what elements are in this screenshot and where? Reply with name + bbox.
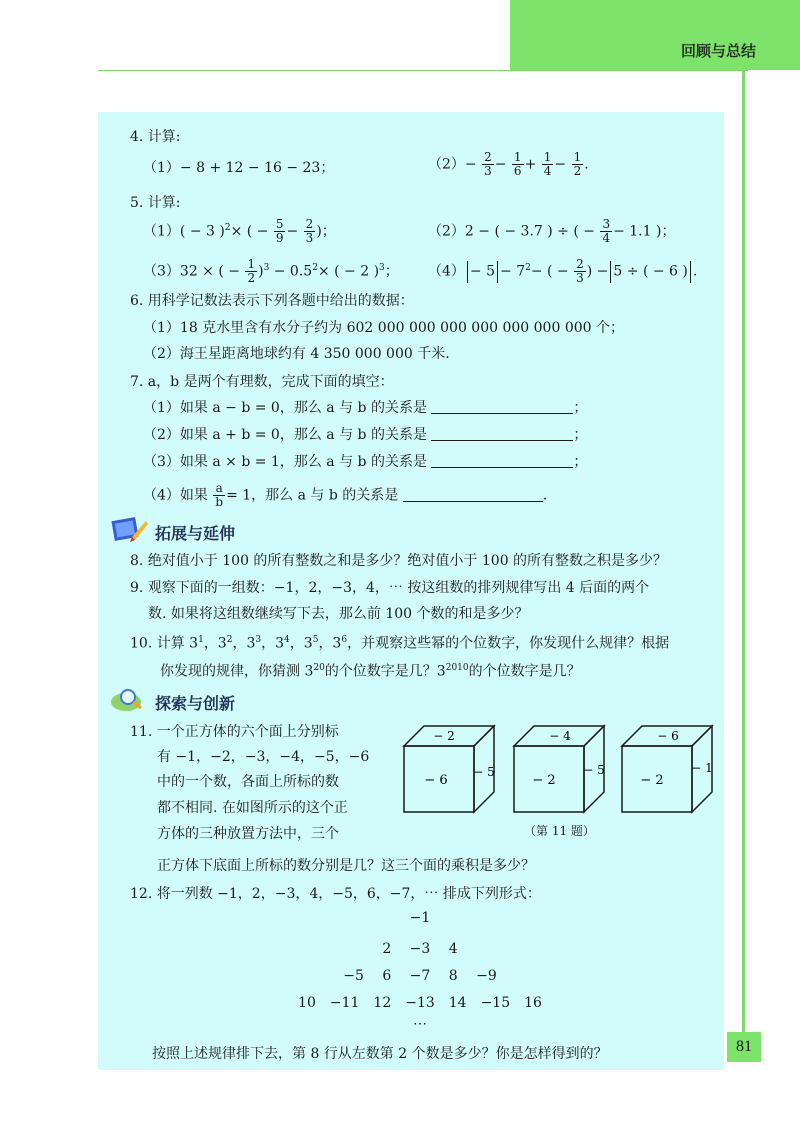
q10-line2: 你发现的规律，你猜测 $3^{20}$的个位数字是几？$3^{2010}$的个位数字是几？ xyxy=(160,663,581,680)
pencil-book-icon xyxy=(110,515,148,545)
triangle-row: 2 −3 4 xyxy=(382,941,458,957)
cube2-front: − 2 xyxy=(532,773,556,788)
figure-caption: （第 11 题） xyxy=(524,824,595,838)
q9-line1: 9. 观察下面的一组数：−1，2，−3，4，⋯ 按这组数的排列规律写出 4 后面的两个 xyxy=(130,580,650,596)
q7-title: 7. a，b 是两个有理数，完成下面的填空： xyxy=(130,374,394,390)
q7-part4: （4）如果 $\frac{a}{b}$ = 1，那么 a 与 b 的关系是 . xyxy=(143,481,548,509)
triangle-row: ⋯ xyxy=(413,1016,427,1032)
q4-part2: （2）− $\frac{2}{3}$ − $\frac{1}{6}$ + $\frac{1}{4}$ − $\frac{1}{2}$ . xyxy=(428,150,589,178)
q5-part2: （2）2 − ( − 3.7 ) ÷ ( − $\frac{3}{4}$ − 1.1 )； xyxy=(428,217,676,245)
q11-line6: 正方体下底面上所标的数分别是几？这三个面的乘积是多少？ xyxy=(157,858,535,874)
cube1-right: − 5 xyxy=(473,765,495,779)
triangle-row: −1 xyxy=(409,910,431,926)
cube3-front: − 2 xyxy=(640,773,664,788)
q12-footer: 按照上述规律排下去，第 8 行从左数第 2 个数是多少？你是怎样得到的？ xyxy=(152,1046,608,1062)
page-number: 81 xyxy=(727,1032,761,1062)
header-rule xyxy=(98,70,748,71)
q7-part1: （1）如果 a − b = 0，那么 a 与 b 的关系是 ； xyxy=(143,400,588,416)
cube1-front: − 6 xyxy=(424,773,448,788)
q11-line4: 都不相同. 在如图所示的这个正 xyxy=(157,800,348,816)
q5-title: 5. 计算: xyxy=(130,195,181,211)
q5-part4: $(4) - 5 - 7^2-$ ( − $\frac{2}{3}$ ) − 5 ÷ ( − 6 ) . xyxy=(428,257,698,286)
cube2-top: − 4 xyxy=(549,729,571,743)
q10-line1: 10. 计算 $3^1$，$3^2$，$3^3$，$3^4$，$3^5$，$3^6$，并观察这些幂的个位数字，你发现什么规律？根据 xyxy=(130,635,670,652)
chapter-tab xyxy=(510,0,800,70)
magnifier-icon xyxy=(110,686,148,714)
cube-figure-3 xyxy=(620,724,715,816)
triangle-row: 10 −11 12 −13 14 −15 16 xyxy=(298,995,542,1011)
q5-part3: （3）32 × ( − $\frac{1}{2}$ )$^3 - 0.5^2\times$ ( − 2 )$^3$； xyxy=(143,257,399,286)
q11-line3: 中的一个数，各面上所标的数 xyxy=(157,774,339,790)
q6-title: 6. 用科学记数法表示下列各题中给出的数据： xyxy=(130,293,414,309)
section-explore-title: 探索与创新 xyxy=(155,694,236,713)
triangle-row: −5 6 −7 8 −9 xyxy=(343,968,497,984)
margin-rule xyxy=(742,70,745,1040)
cube2-right: − 5 xyxy=(583,763,605,777)
q4-part1: （1）− 8 + 12 − 16 − 23； xyxy=(143,160,335,176)
q6-part2: （2）海王星距离地球约有 4 350 000 000 千米. xyxy=(143,346,450,362)
q12-title: 12. 将一列数 −1，2，−3，4，−5，6，−7，⋯ 排成下列形式： xyxy=(130,886,541,902)
cube1-top: − 2 xyxy=(433,729,455,743)
q4-title: 4. 计算: xyxy=(130,129,181,145)
q7-part3: （3）如果 a × b = 1，那么 a 与 b 的关系是 ； xyxy=(143,454,588,470)
section-extension-title: 拓展与延伸 xyxy=(155,524,236,543)
chapter-title: 回顾与总结 xyxy=(680,42,756,60)
q6-part1: （1）18 克水里含有水分子约为 602 000 000 000 000 000 000 000 个； xyxy=(143,320,624,336)
cube3-top: − 6 xyxy=(657,729,679,743)
q11-line5: 方体的三种放置方法中，三个 xyxy=(157,826,339,842)
q11-line1: 11. 一个正方体的六个面上分别标 xyxy=(130,724,339,740)
cube-figure-2 xyxy=(512,724,607,816)
q9-line2: 数. 如果将这组数继续写下去，那么前 100 个数的和是多少？ xyxy=(148,606,529,622)
q5-part1: （1）( − 3 )$^2$× ( − $\frac{5}{9}$ − $\frac{2}{3}$ )； xyxy=(143,217,336,246)
q8-text: 8. 绝对值小于 100 的所有整数之和是多少？绝对值小于 100 的所有整数之积是多少？ xyxy=(130,553,668,569)
q11-line2: 有 −1，−2，−3，−4，−5，−6 xyxy=(157,749,370,765)
cube-figure-1 xyxy=(402,724,497,816)
q7-part2: （2）如果 a + b = 0，那么 a 与 b 的关系是 ； xyxy=(143,427,588,443)
cube3-right: − 1 xyxy=(691,761,713,775)
number-triangle xyxy=(220,910,620,1035)
